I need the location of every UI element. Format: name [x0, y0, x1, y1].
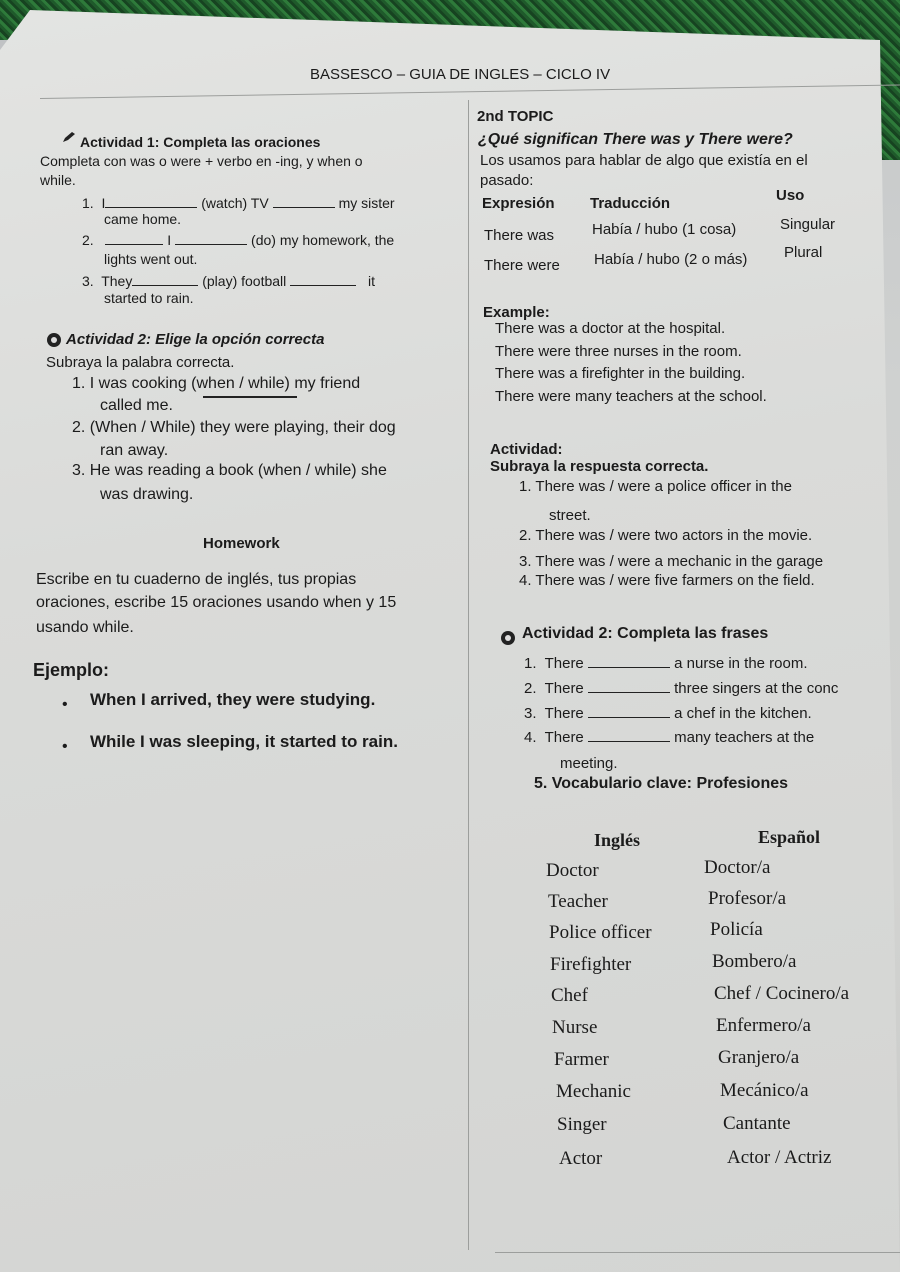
activity2-item-1: 1. I was cooking (when / while) my friend	[72, 375, 361, 392]
bullet-icon: •	[62, 738, 68, 755]
example-line: There were many teachers at the school.	[495, 388, 767, 405]
vocab-spanish: Enfermero/a	[716, 1015, 811, 1036]
activity1-item-3-cont: started to rain.	[104, 290, 194, 306]
vocab-spanish: Policía	[710, 919, 763, 940]
answer-blank[interactable]	[588, 703, 670, 718]
vocab-spanish: Profesor/a	[708, 888, 787, 909]
item-text: many teachers at the	[674, 729, 815, 746]
item-text: (watch) TV	[201, 195, 269, 211]
homework-line-2: oraciones, escribe 15 oraciones usando when y 15	[36, 594, 397, 611]
activity2-item-2: 2. (When / While) they were playing, their dog	[72, 419, 396, 436]
activity2-item-2-cont: ran away.	[100, 442, 169, 459]
vocab-english: Doctor	[546, 860, 599, 881]
activity1-instructions-cont: while.	[40, 172, 76, 188]
item-text: it	[367, 273, 375, 289]
vocab-header-spanish: Español	[758, 827, 821, 847]
activity2-right-title: Actividad 2: Completa las frases	[522, 625, 769, 642]
fill-item-3	[524, 703, 812, 722]
bullet-icon: •	[62, 696, 68, 713]
item-number: 1.	[82, 195, 94, 211]
vocab-english: Actor	[559, 1148, 603, 1169]
activity-item-cont: street.	[549, 507, 591, 524]
item-text: There	[544, 705, 584, 722]
vocab-spanish: Cantante	[723, 1113, 791, 1134]
badge-icon	[500, 630, 516, 646]
vocab-spanish: Granjero/a	[718, 1047, 800, 1068]
item-text: There	[544, 655, 584, 672]
activity-item: 2. There was / were two actors in the movie.	[519, 527, 813, 544]
vocab-english: Singer	[557, 1114, 607, 1135]
vocab-spanish: Chef / Cocinero/a	[714, 983, 850, 1004]
table-cell: There were	[484, 257, 560, 274]
item-number: 2.	[524, 680, 537, 697]
page-title: BASSESCO – GUIA DE INGLES – CICLO IV	[310, 66, 611, 83]
vocab-spanish: Mecánico/a	[720, 1080, 809, 1101]
vocab-english: Mechanic	[556, 1081, 631, 1102]
activity2-item-1-cont: called me.	[100, 397, 173, 414]
table-cell: Había / hubo (2 o más)	[594, 251, 748, 268]
item-number: 4.	[524, 729, 537, 746]
activity2-instructions: Subraya la palabra correcta.	[46, 354, 235, 371]
answer-blank[interactable]	[105, 230, 163, 245]
vocab-spanish: Actor / Actriz	[727, 1147, 832, 1168]
table-cell: Singular	[780, 216, 836, 233]
item-text: three singers at the conc	[674, 680, 839, 697]
vocab-english: Firefighter	[550, 954, 632, 975]
activity-instructions: Subraya la respuesta correcta.	[490, 458, 709, 475]
example-sentence-2: While I was sleeping, it started to rain.	[90, 732, 398, 751]
activity1-title: Actividad 1: Completa las oraciones	[80, 134, 321, 150]
table-cell: Plural	[784, 244, 823, 261]
fill-item-4-cont: meeting.	[560, 755, 618, 772]
column-divider	[468, 100, 469, 1250]
item-text: (play) football	[202, 273, 287, 289]
topic-description: Los usamos para hablar de algo que existía en el	[480, 152, 808, 169]
item-text: a chef in the kitchen.	[674, 705, 812, 722]
answer-blank[interactable]	[588, 727, 670, 742]
vocab-spanish: Bombero/a	[712, 951, 797, 972]
vocab-title: 5. Vocabulario clave: Profesiones	[534, 775, 789, 792]
activity1-instructions: Completa con was o were + verbo en -ing, y when o	[40, 153, 363, 169]
vocab-english: Teacher	[548, 891, 608, 912]
example-label: Ejemplo:	[33, 660, 110, 680]
activity1-item-3	[82, 271, 375, 289]
table-header-traduccion: Traducción	[590, 195, 671, 212]
answer-blank[interactable]	[290, 271, 356, 286]
example-line: There was a firefighter in the building.	[495, 365, 746, 382]
table-header-uso: Uso	[776, 187, 805, 204]
vocab-english: Chef	[551, 985, 588, 1006]
fill-item-1	[524, 653, 808, 672]
table-cell: There was	[484, 227, 555, 244]
item-number: 1.	[524, 655, 537, 672]
item-text: (do) my homework, the	[251, 232, 395, 248]
fill-item-4	[524, 727, 814, 746]
activity2-title: Actividad 2: Elige la opción correcta	[66, 331, 325, 348]
example-sentence-1: When I arrived, they were studying.	[90, 690, 376, 709]
answer-blank[interactable]	[132, 271, 198, 286]
activity2-item-3: 3. He was reading a book (when / while) she	[72, 462, 387, 479]
item-text: I	[101, 195, 106, 211]
vocab-english: Nurse	[552, 1017, 598, 1038]
answer-blank[interactable]	[175, 230, 247, 245]
item-text: There	[544, 729, 584, 746]
activity1-item-1	[82, 193, 395, 211]
item-text: I	[167, 232, 172, 248]
activity-item: 4. There was / were five farmers on the field.	[519, 572, 815, 589]
item-text: They	[101, 273, 133, 289]
fill-item-2	[524, 678, 838, 697]
activity-label: Actividad:	[490, 441, 563, 458]
table-header-expresion: Expresión	[482, 195, 555, 212]
homework-line-3: usando while.	[36, 619, 134, 636]
example-line: There were three nurses in the room.	[495, 343, 742, 360]
vocab-header-english: Inglés	[594, 830, 641, 850]
underline-mark	[203, 396, 297, 398]
vocab-spanish: Doctor/a	[704, 857, 771, 878]
answer-blank[interactable]	[588, 653, 670, 668]
item-text: There	[544, 680, 584, 697]
activity1-item-2-cont: lights went out.	[104, 251, 198, 267]
badge-icon	[46, 332, 62, 348]
homework-line-1: Escribe en tu cuaderno de inglés, tus propias	[36, 571, 357, 588]
example-line: There was a doctor at the hospital.	[495, 320, 726, 337]
item-text: a nurse in the room.	[674, 655, 808, 672]
activity1-item-1-cont: came home.	[104, 211, 182, 227]
item-text: my sister	[338, 195, 395, 211]
table-cell: Había / hubo (1 cosa)	[592, 221, 737, 238]
activity1-item-2	[82, 230, 394, 248]
topic-title: 2nd TOPIC	[477, 108, 554, 125]
pencil-icon	[62, 130, 76, 142]
activity-item: 1. There was / were a police officer in the	[519, 478, 792, 495]
activity2-item-3-cont: was drawing.	[100, 486, 194, 503]
answer-blank[interactable]	[105, 193, 197, 208]
answer-blank[interactable]	[588, 678, 670, 693]
examples-label: Example:	[483, 304, 550, 321]
topic-question: ¿Qué significan There was y There were?	[478, 131, 793, 148]
vocab-english: Police officer	[549, 922, 652, 943]
vocab-english: Farmer	[554, 1049, 609, 1070]
activity-item: 3. There was / were a mechanic in the garage	[519, 553, 824, 570]
item-number: 3.	[82, 273, 94, 289]
bottom-rule	[495, 1252, 900, 1253]
answer-blank[interactable]	[273, 193, 335, 208]
homework-title: Homework	[203, 535, 280, 552]
item-number: 3.	[524, 705, 537, 722]
topic-description-cont: pasado:	[480, 172, 534, 189]
item-number: 2.	[82, 232, 94, 248]
